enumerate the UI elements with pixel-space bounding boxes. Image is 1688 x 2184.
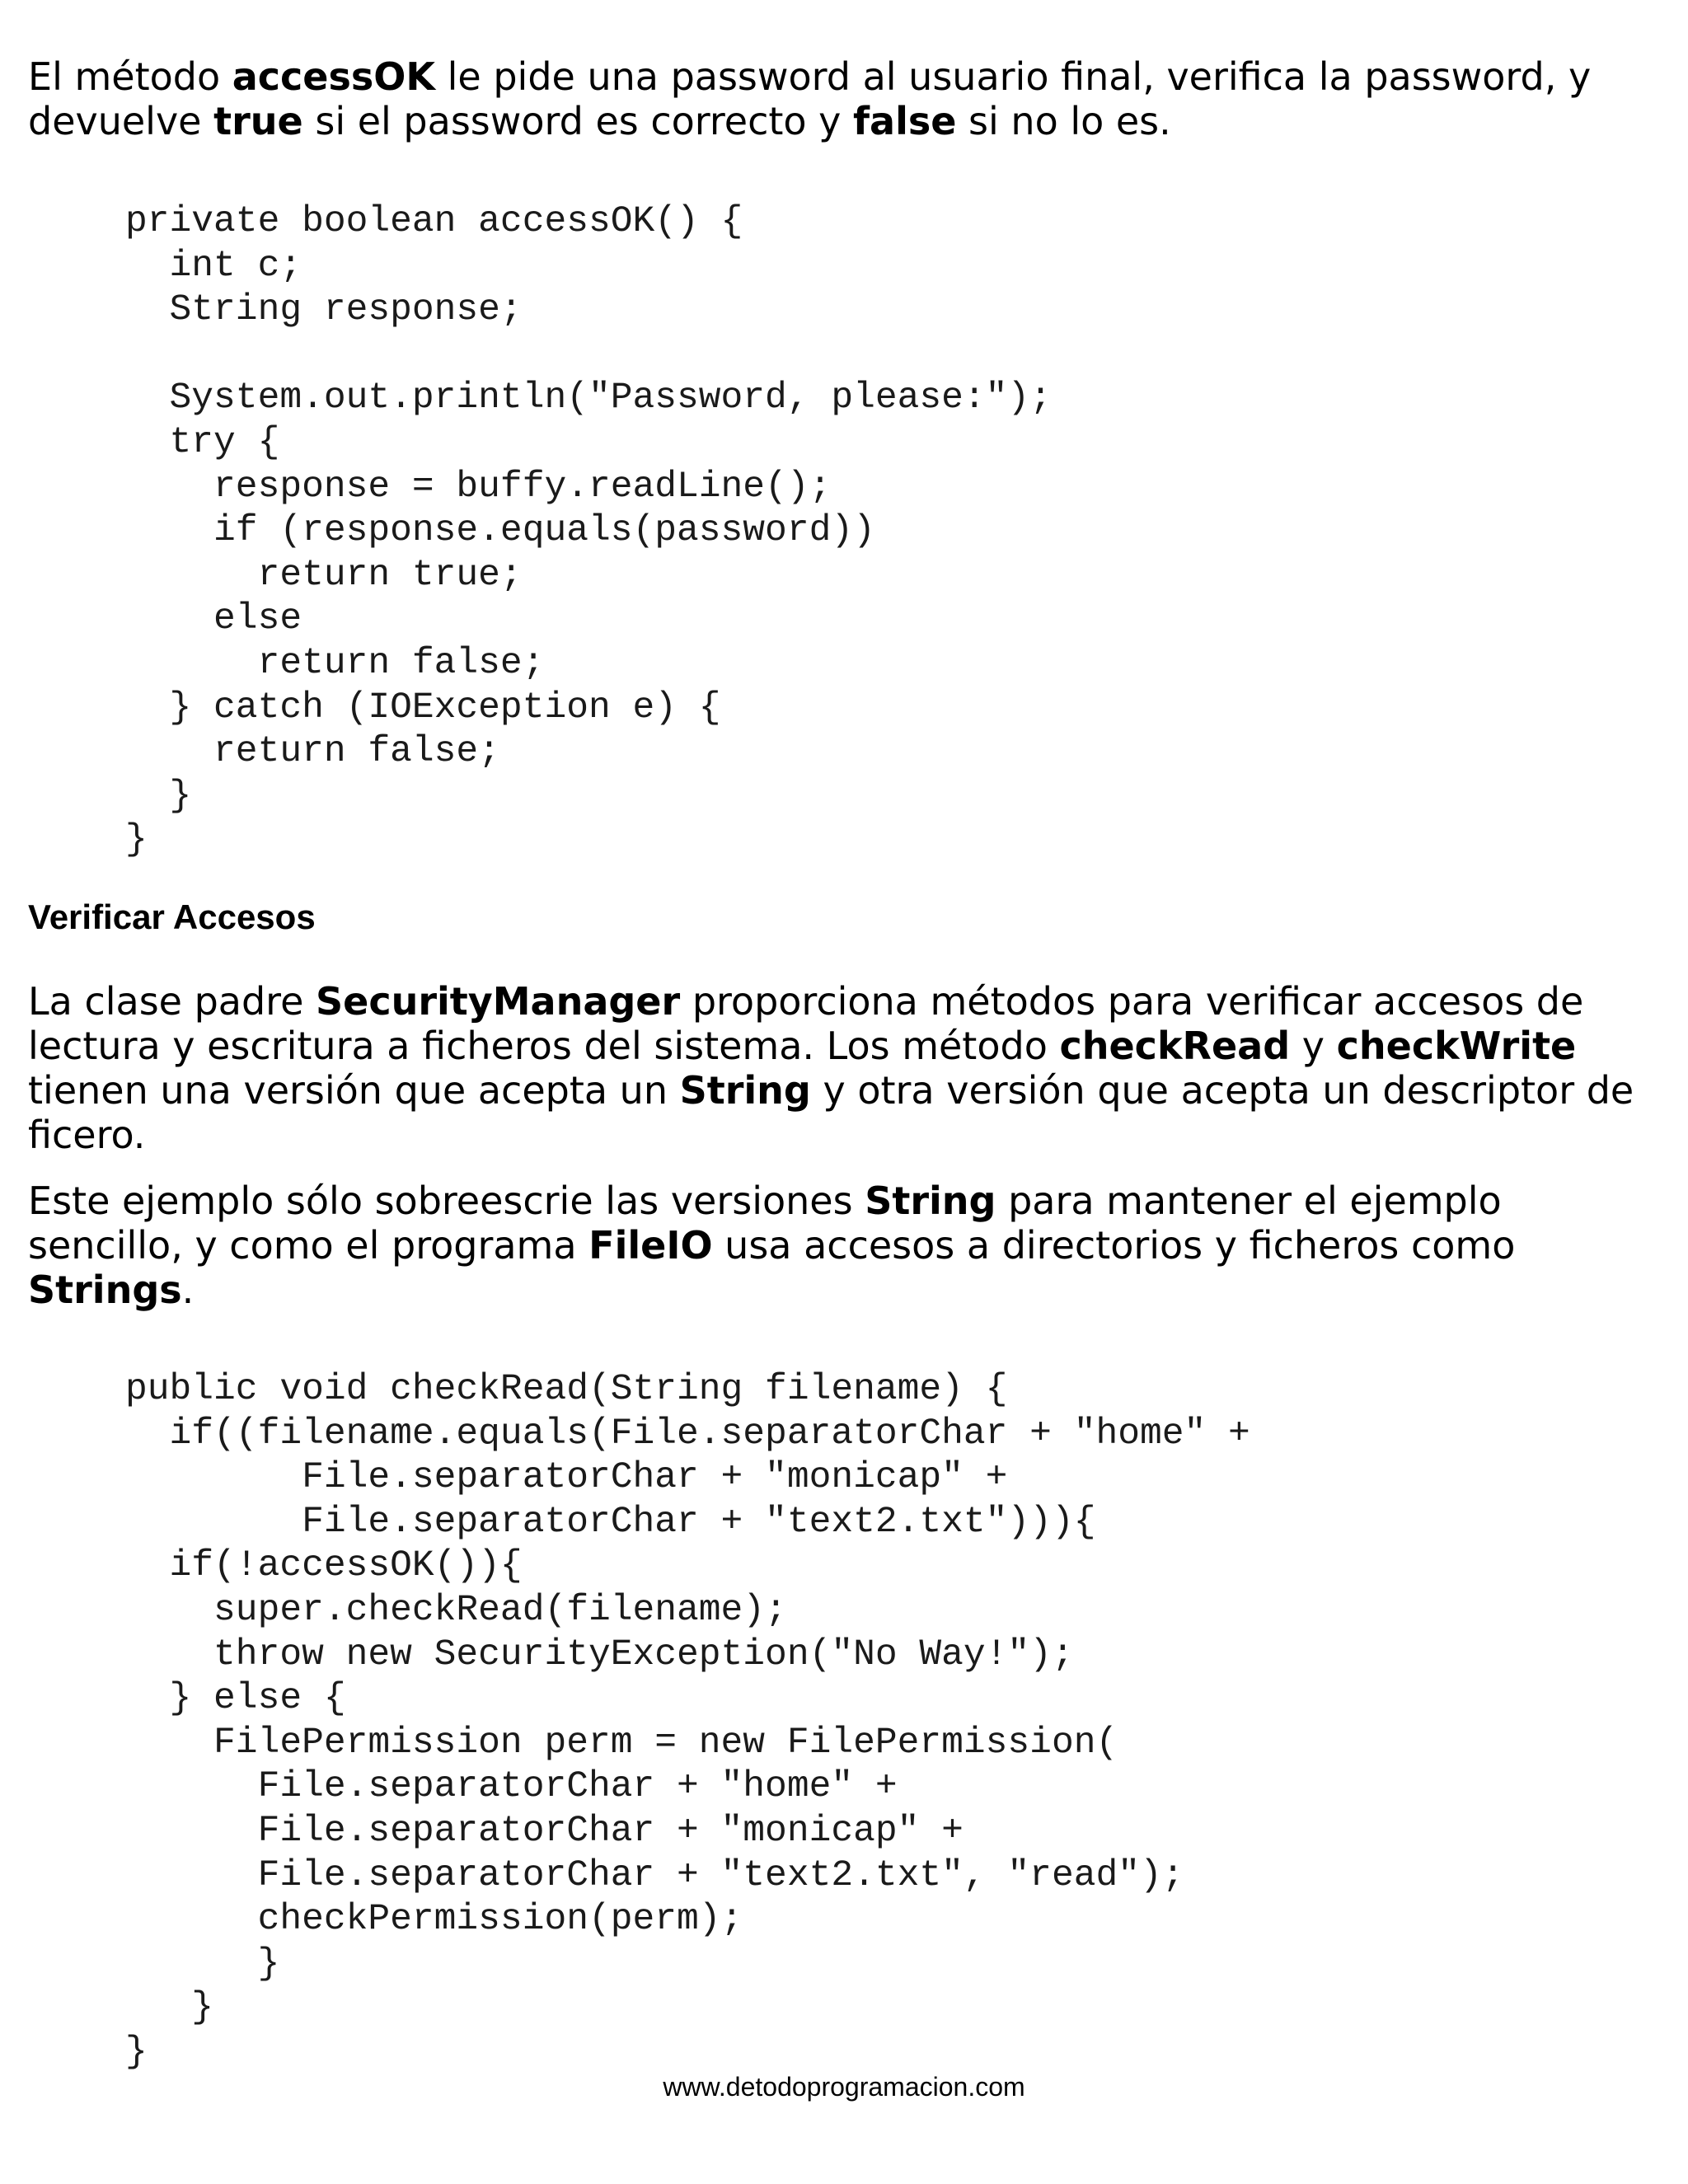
para1-bold-checkread: checkRead <box>1059 1024 1291 1068</box>
intro-text-1: El método <box>28 54 232 99</box>
intro-text-4: si no lo es. <box>956 99 1171 143</box>
code-line: FilePermission perm = new FilePermission( <box>125 1722 1118 1764</box>
code-line: System.out.println("Password, please:"); <box>125 377 1052 419</box>
para1-bold-checkwrite: checkWrite <box>1336 1024 1577 1068</box>
intro-text-3: si el password es correcto y <box>302 99 854 143</box>
para1-text-5: y otra versión que acepta un descriptor de ficero. <box>28 1068 1634 1157</box>
code-line: } <box>125 1943 280 1985</box>
code-line: File.separatorChar + "text2.txt"))){ <box>125 1501 1096 1543</box>
section-heading: Verificar Accesos <box>28 898 316 936</box>
code-line: String response; <box>125 289 523 331</box>
code-line: if(!accessOK()){ <box>125 1545 523 1587</box>
code-line: int c; <box>125 245 302 287</box>
code-line: else <box>125 598 302 640</box>
intro-bold-accessok: accessOK <box>232 54 436 99</box>
para2-bold-string: String <box>865 1179 996 1223</box>
code-block-accessok <box>125 200 1052 863</box>
code-line: File.separatorChar + "monicap" + <box>125 1457 1008 1499</box>
code-line: File.separatorChar + "text2.txt", "read"); <box>125 1854 1184 1896</box>
para2-bold-strings: Strings <box>28 1268 182 1312</box>
para2-text-1: Este ejemplo sólo sobreescrie las versiones <box>28 1179 865 1223</box>
code-line: } else { <box>125 1678 346 1720</box>
footer-url: www.detodoprogramacion.com <box>663 2072 1025 2102</box>
code-line: } <box>125 2031 148 2073</box>
code-line: return false; <box>125 731 500 773</box>
code-line: if((filename.equals(File.separatorChar + "home" + <box>125 1413 1250 1455</box>
intro-paragraph <box>28 54 1668 143</box>
para1-text-4: tienen una versión que acepta un <box>28 1068 680 1113</box>
para2-text-2: para mantener el ejemplo sencillo, y como el programa <box>28 1179 1502 1268</box>
code-line: } <box>125 1987 214 2029</box>
code-line: checkPermission(perm); <box>125 1899 743 1941</box>
code-line: if (response.equals(password)) <box>125 510 875 552</box>
code-line: } <box>125 819 148 861</box>
code-line: return true; <box>125 554 523 596</box>
para2-bold-fileio: FileIO <box>588 1223 713 1268</box>
para1-text-1: La clase padre <box>28 979 316 1024</box>
paragraph-securitymanager <box>28 979 1668 1157</box>
para1-bold-string: String <box>679 1068 811 1113</box>
paragraph-fileio <box>28 1179 1668 1312</box>
code-line <box>125 333 1052 377</box>
code-block-checkread <box>125 1368 1250 2075</box>
code-line: } catch (IOException e) { <box>125 687 721 729</box>
para2-text-3: usa accesos a directorios y ficheros como <box>712 1223 1516 1268</box>
code-line: public void checkRead(String filename) { <box>125 1369 1008 1410</box>
para1-text-2: proporciona métodos para verificar accesos de lectura y escritura a ficheros del sistema. Los método <box>28 979 1584 1068</box>
code-line: File.separatorChar + "monicap" + <box>125 1810 964 1852</box>
intro-text-2: le pide una password al usuario final, verifica la password, y devuelve <box>28 54 1592 143</box>
para1-bold-securitymanager: SecurityManager <box>316 979 681 1024</box>
intro-bold-true: true <box>213 99 303 143</box>
code-line: super.checkRead(filename); <box>125 1589 787 1631</box>
code-line: try { <box>125 421 280 463</box>
intro-bold-false: false <box>853 99 957 143</box>
code-line: response = buffy.readLine(); <box>125 466 832 508</box>
code-line: throw new SecurityException("No Way!"); <box>125 1633 1074 1675</box>
para2-text-4: . <box>181 1268 195 1312</box>
code-line: return false; <box>125 642 545 684</box>
code-line: } <box>125 775 192 817</box>
code-line: private boolean accessOK() { <box>125 201 743 242</box>
code-line: File.separatorChar + "home" + <box>125 1766 898 1808</box>
para1-text-3: y <box>1290 1024 1337 1068</box>
